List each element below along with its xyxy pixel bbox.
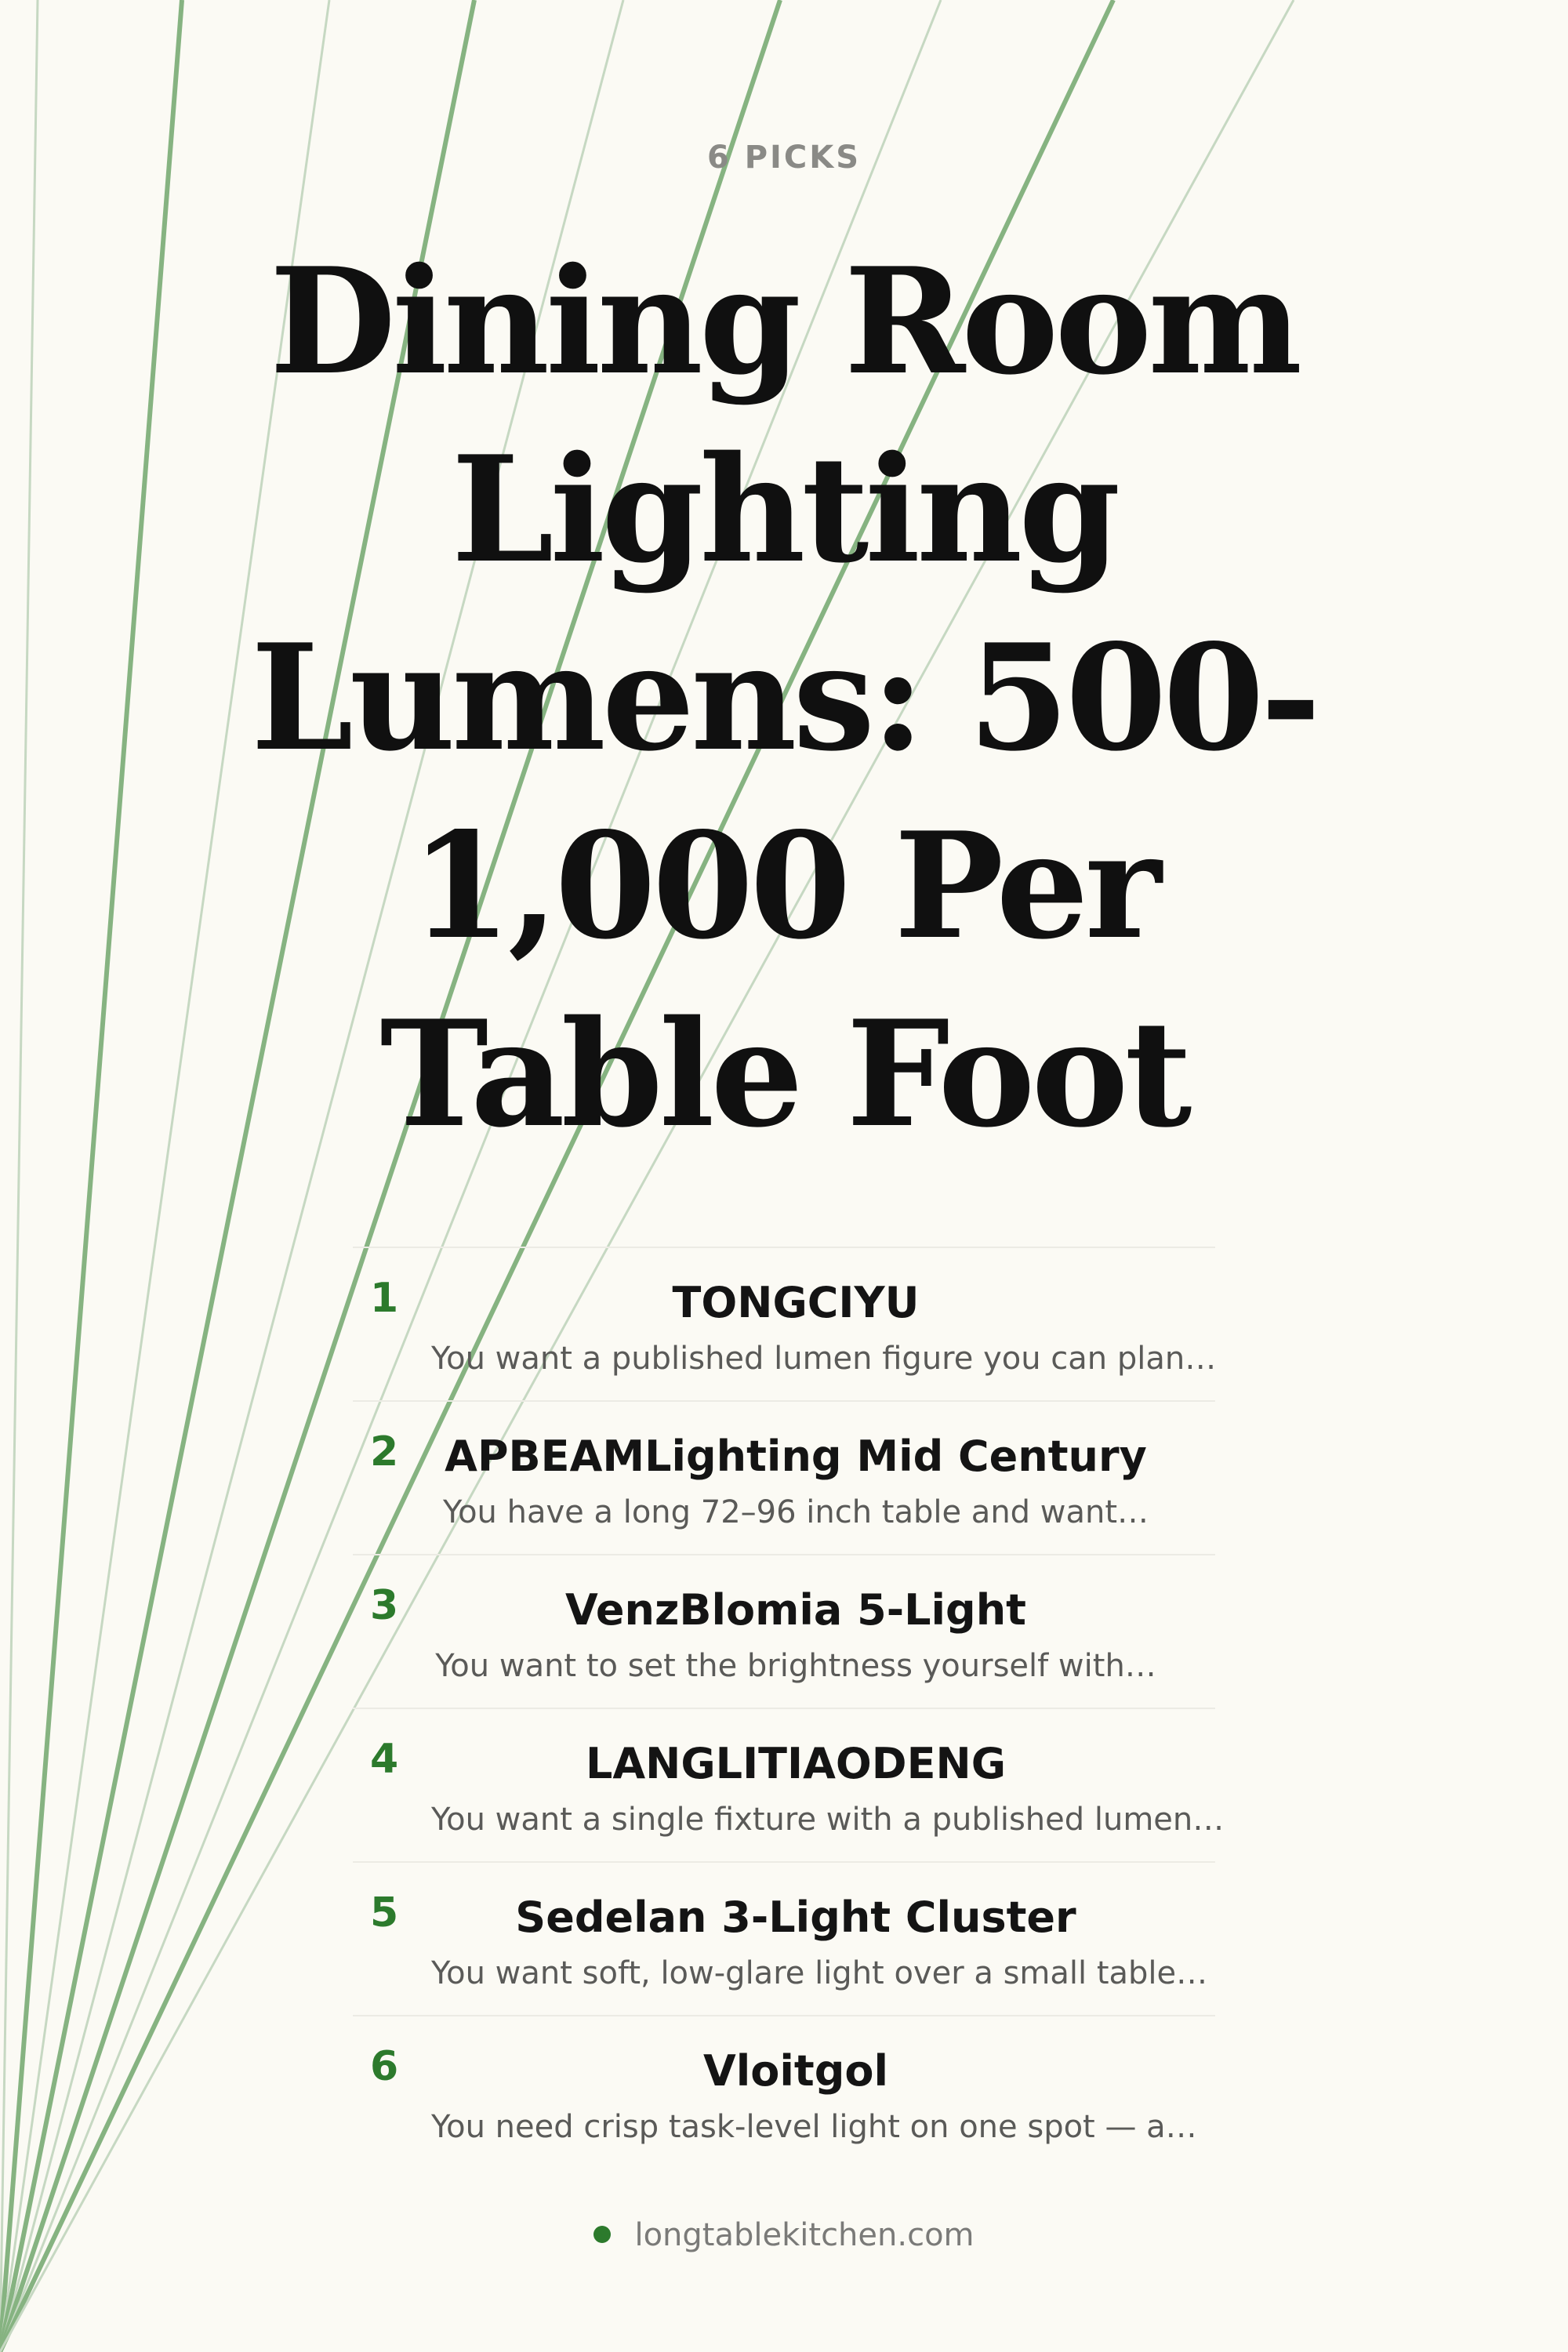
- product-name: APBEAMLighting Mid Century: [445, 1432, 1147, 1481]
- list-item[interactable]: [353, 1863, 1215, 2016]
- dot-icon: [593, 2226, 611, 2243]
- product-name: Vloitgol: [703, 2046, 888, 2096]
- rank-number: 4: [370, 1736, 399, 1783]
- product-name: LANGLITIAODENG: [585, 1739, 1007, 1788]
- rank-number: 1: [370, 1275, 399, 1322]
- list-item[interactable]: [353, 1555, 1215, 1709]
- product-name: Sedelan 3-Light Cluster: [515, 1893, 1076, 1942]
- rank-number: 6: [370, 2043, 399, 2090]
- product-name: VenzBlomia 5-Light: [565, 1585, 1026, 1635]
- product-name: TONGCIYU: [672, 1278, 920, 1327]
- product-description: You need crisp task-level light on one spot — a…: [431, 2109, 1197, 2145]
- product-description: You want a single fixture with a published lumen…: [431, 1802, 1225, 1838]
- product-description: You want to set the brightness yourself with…: [435, 1648, 1156, 1684]
- site-domain-link[interactable]: longtablekitchen.com: [634, 2217, 975, 2253]
- list-item[interactable]: [353, 2016, 1215, 2170]
- list-item[interactable]: [353, 1709, 1225, 1863]
- picks-list: [353, 1247, 1225, 2170]
- product-description: You have a long 72–96 inch table and want…: [442, 1494, 1149, 1530]
- picks-count-label: 6 PICKS: [706, 140, 862, 176]
- rank-number: 5: [370, 1889, 399, 1936]
- site-footer: [0, 2217, 1568, 2253]
- rank-number: 2: [370, 1428, 399, 1475]
- list-item[interactable]: [353, 1248, 1215, 1402]
- list-item[interactable]: [353, 1402, 1215, 1555]
- rank-number: 3: [370, 1582, 399, 1629]
- product-description: You want a published lumen figure you can plan…: [431, 1341, 1217, 1377]
- product-description: You want soft, low-glare light over a small table…: [431, 1955, 1208, 1991]
- page-title: Dining Room Lighting Lumens: 500-1,000 Per Table Foot: [251, 235, 1317, 1160]
